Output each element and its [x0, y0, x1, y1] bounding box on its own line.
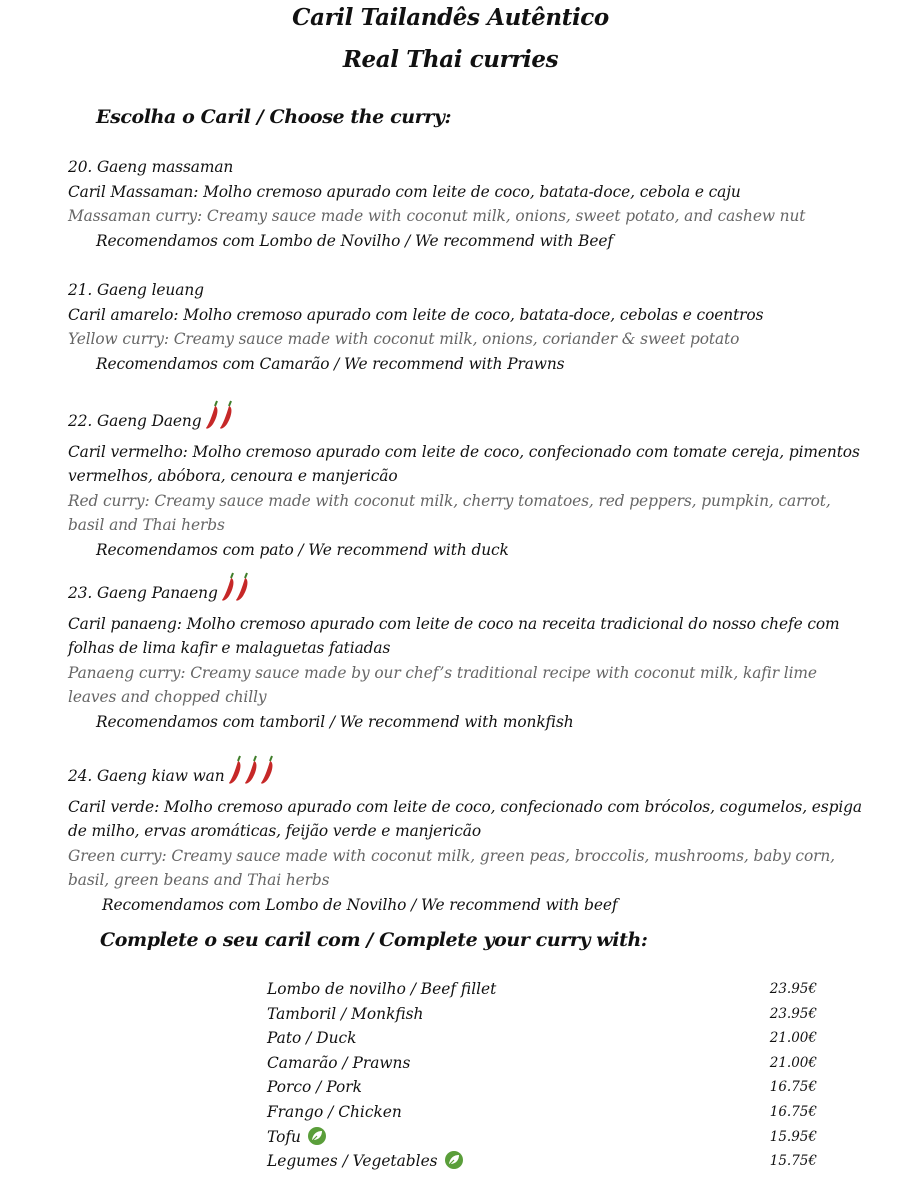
- protein-price: 21.00€: [769, 1030, 817, 1047]
- curry-name: [68, 155, 888, 180]
- curry-recommendation: Recomendamos com Camarão / We recommend with Prawns: [96, 354, 565, 373]
- curry-description-en: Red curry: Creamy sauce made with coconut milk, cherry tomatoes, red peppers, pumpkin, carrot, basil and Thai herbs: [68, 491, 831, 534]
- price-row: [267, 977, 827, 1002]
- protein-price-list: [267, 977, 827, 1174]
- curry-recommendation: Recomendamos com Lombo de Novilho / We recommend with Beef: [96, 231, 613, 250]
- curry-description-en: Yellow curry: Creamy sauce made with coconut milk, onions, coriander & sweet potato: [68, 330, 740, 348]
- curry-item-20: [68, 155, 888, 253]
- protein-price: 23.95€: [769, 1005, 817, 1022]
- protein-name: Pato / Duck: [267, 1029, 357, 1048]
- complete-curry-heading: Complete o seu caril com / Complete your curry with:: [100, 929, 648, 951]
- price-row: [267, 1149, 827, 1174]
- vegetarian-leaf-icon: [444, 1150, 464, 1178]
- curry-recommendation: Recomendamos com Lombo de Novilho / We recommend with beef: [102, 895, 618, 914]
- protein-name: Lombo de novilho / Beef fillet: [267, 980, 497, 998]
- protein-name: Porco / Pork: [267, 1078, 362, 1097]
- protein-name: Legumes / Vegetables: [267, 1152, 438, 1171]
- curry-description-pt: Caril panaeng: Molho cremoso apurado com leite de coco na receita tradicional do nosso chefe com folhas de lima kafir e malaguetas fatiadas: [68, 614, 840, 657]
- protein-price: 16.75€: [769, 1103, 817, 1120]
- curry-item-23: [68, 572, 888, 734]
- curry-name-text: 24. Gaeng kiaw wan: [68, 767, 225, 785]
- curry-description-en: Green curry: Creamy sauce made with coconut milk, green peas, broccolis, mushrooms, baby corn, basil, green beans and Thai herbs: [68, 846, 835, 889]
- protein-name: Tamboril / Monkfish: [267, 1004, 424, 1023]
- curry-item-24: [68, 755, 888, 917]
- protein-price: 15.95€: [769, 1128, 817, 1145]
- curry-description-pt: Caril amarelo: Molho cremoso apurado com leite de coco, batata-doce, cebolas e coentros: [68, 305, 764, 324]
- curry-item-21: [68, 278, 888, 376]
- curry-description-pt: Caril verde: Molho cremoso apurado com leite de coco, confecionado com brócolos, cogumelos, espiga de milho, ervas aromáticas, feijão verde e manjericão: [68, 797, 863, 840]
- curry-item-22: [68, 400, 888, 562]
- chili-spice-icon: [220, 572, 256, 612]
- protein-name: Camarão / Prawns: [267, 1053, 411, 1072]
- protein-price: 21.00€: [769, 1054, 817, 1071]
- curry-name-text: 23. Gaeng Panaeng: [68, 584, 218, 602]
- choose-curry-heading: Escolha o Caril / Choose the curry:: [96, 106, 452, 128]
- price-row: [267, 1075, 827, 1100]
- curry-recommendation: Recomendamos com pato / We recommend with duck: [96, 540, 509, 559]
- price-row: [267, 1051, 827, 1076]
- protein-name: Frango / Chicken: [267, 1102, 402, 1121]
- protein-name-wrap: [267, 1149, 464, 1178]
- price-row: [267, 1100, 827, 1125]
- curry-name-text: 21. Gaeng leuang: [68, 281, 204, 299]
- curry-name-text: 20. Gaeng massaman: [68, 158, 234, 176]
- protein-price: 23.95€: [769, 981, 817, 997]
- curry-description-pt: Caril vermelho: Molho cremoso apurado com leite de coco, confecionado com tomate cereja, pimentos vermelhos, abóbora, cenoura e manjericão: [68, 442, 860, 485]
- title-portuguese: Caril Tailandês Autêntico: [292, 4, 609, 31]
- curry-name: [68, 755, 888, 795]
- chili-spice-icon: [227, 755, 279, 795]
- price-row: [267, 1125, 827, 1150]
- curry-name-text: 22. Gaeng Daeng: [68, 412, 202, 430]
- price-row: [267, 1026, 827, 1051]
- curry-description-en: Panaeng curry: Creamy sauce made by our chef’s traditional recipe with coconut milk, kafir lime leaves and chopped chilly: [68, 663, 817, 706]
- curry-name: [68, 400, 888, 440]
- curry-description-en: Massaman curry: Creamy sauce made with coconut milk, onions, sweet potato, and cashew nut: [68, 207, 806, 225]
- curry-name: [68, 278, 888, 303]
- protein-price: 15.75€: [769, 1153, 817, 1170]
- curry-name: [68, 572, 888, 612]
- curry-description-pt: Caril Massaman: Molho cremoso apurado com leite de coco, batata-doce, cebola e caju: [68, 182, 741, 201]
- protein-name: Tofu: [267, 1127, 301, 1146]
- title-english: Real Thai curries: [342, 46, 559, 73]
- curry-recommendation: Recomendamos com tamboril / We recommend with monkfish: [96, 712, 574, 731]
- protein-price: 16.75€: [769, 1079, 817, 1096]
- price-row: [267, 1002, 827, 1027]
- chili-spice-icon: [204, 400, 240, 440]
